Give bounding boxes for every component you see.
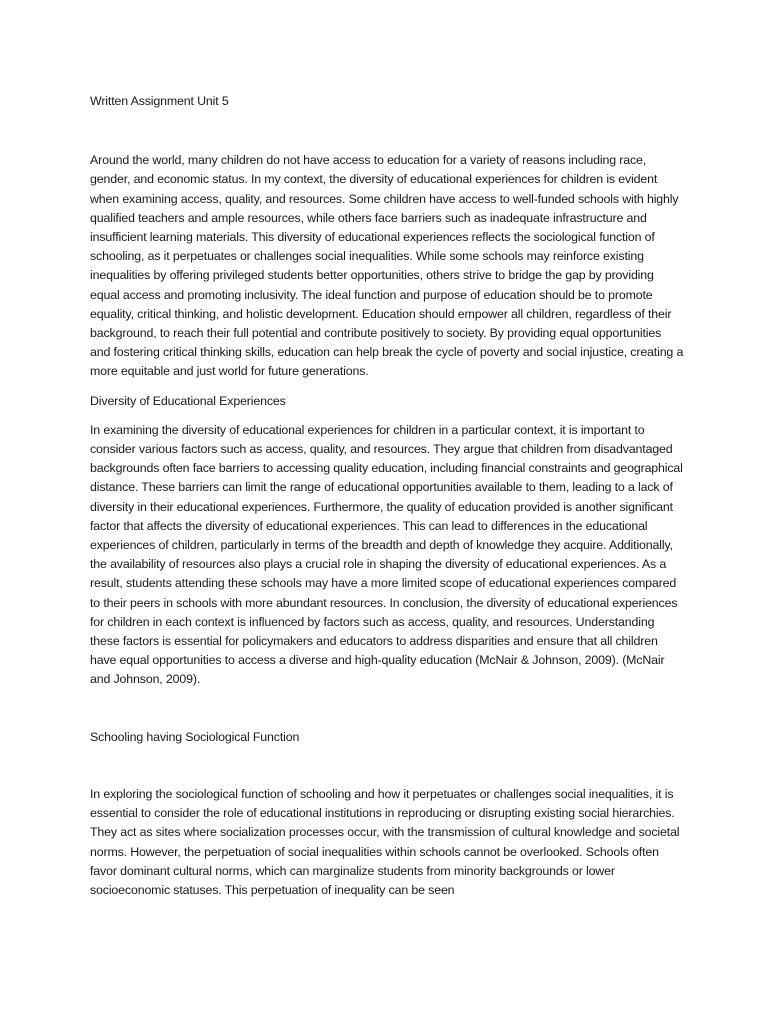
diversity-paragraph: In examining the diversity of educational experiences for children in a particular context, it is important to consider various factors such as access, quality, and resources. They argue that children from disadvantaged backgrounds often face barriers to accessing quality education, including financial constraints and geographical distance. These barriers can limit the range of educational opportunities available to them, leading to a lack of diversity in their educational experiences. Furthermore, the quality of education provided is another significant factor that affects the diversity of educational experiences. This can lead to differences in the educational experiences of children, particularly in terms of the breadth and depth of knowledge they acquire. Additionally, the availability of resources also plays a crucial role in shaping the diversity of educational experiences. As a result, students attending these schools may have a more limited scope of educational experiences compared to their peers in schools with more abundant resources. In conclusion, the diversity of educational experiences for children in each context is influenced by factors such as access, quality, and resources. Understanding these factors is essential for policymakers and educators to address disparities and ensure that all children have equal opportunities to access a diverse and high-quality education (McNair & Johnson, 2009). (McNair and Johnson, 2009). [90,422,683,687]
section-heading-sociological-function: Schooling having Sociological Function [90,729,300,744]
intro-paragraph: Around the world, many children do not have access to education for a variety of reasons including race, gender, and economic status. In my context, the diversity of educational experiences for children is evident when examining access, quality, and resources. Some children have access to well-funded schools with highly qualified teachers and ample resources, while others face barriers such as inadequate infrastructure and insufficient learning materials. This diversity of educational experiences reflects the sociological function of schooling, as it perpetuates or challenges social inequalities. While some schools may reinforce existing inequalities by offering privileged students better opportunities, others strive to bridge the gap by providing equal access and promoting inclusivity. The ideal function and purpose of education should be to promote equality, critical thinking, and holistic development. Education should empower all children, regardless of their background, to reach their full potential and contribute positively to society. By providing equal opportunities and fostering critical thinking skills, education can help break the cycle of poverty and social injustice, creating a more equitable and just world for future generations. [90,153,684,379]
section-heading-diversity: Diversity of Educational Experiences [90,393,286,408]
document-title: Written Assignment Unit 5 [90,94,229,108]
document-body [90,92,684,910]
sociological-function-paragraph: In exploring the sociological function of schooling and how it perpetuates or challenges social inequalities, it is essential to consider the role of educational institutions in reproducing or disrupting existing social hierarchies. They act as sites where socialization processes occur, with the transmission of cultural knowledge and societal norms. However, the perpetuation of social inequalities within schools cannot be overlooked. Schools often favor dominant cultural norms, which can marginalize students from minority backgrounds or lower socioeconomic statuses. This perpetuation of inequality can be seen [90,786,680,897]
